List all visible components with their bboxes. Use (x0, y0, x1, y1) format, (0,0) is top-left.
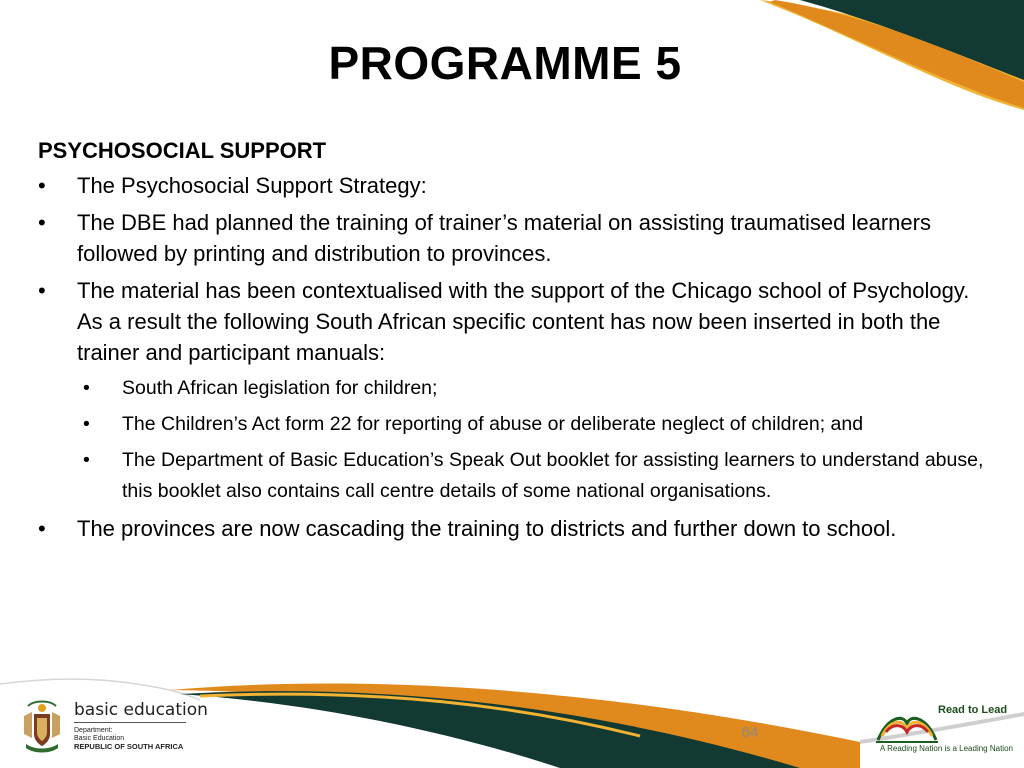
bullet-text: The provinces are now cascading the training to districts and further down to school. (77, 516, 897, 541)
basic-education-logo (18, 698, 208, 754)
bullet-marker: • (83, 413, 90, 435)
bullet-marker: • (38, 210, 46, 235)
bullet-item (38, 207, 988, 269)
bullet-marker: • (38, 516, 46, 541)
logo-divider (74, 722, 186, 723)
read-to-lead-title: Read to Lead (938, 704, 1008, 716)
bullet-text: The Psychosocial Support Strategy: (77, 173, 427, 198)
bullet-marker: • (83, 377, 90, 399)
bullet-item (38, 275, 988, 507)
sub-bullet-text: The Department of Basic Education’s Speak Out booklet for assisting learners to understand abuse, this booklet also contains call centre details of some national organisations. (122, 449, 984, 502)
logo-department-label: Department: (74, 727, 113, 734)
read-to-lead-tagline: A Reading Nation is a Leading Nation (880, 744, 1013, 753)
slide-content (38, 134, 988, 544)
page-number: 64 (741, 724, 759, 741)
bullet-text: The material has been contextualised with the support of the Chicago school of Psychology. As a result the following South African specific content has now been inserted in both the trainer and participant manuals: (77, 278, 970, 365)
sub-bullet-text: The Children’s Act form 22 for reporting of abuse or deliberate neglect of children; and (122, 413, 864, 435)
bullet-marker: • (38, 173, 46, 198)
sub-bullet-item (77, 373, 988, 404)
slide-title: PROGRAMME 5 (328, 37, 682, 89)
sub-bullet-list (77, 373, 988, 507)
sub-bullet-item (77, 445, 988, 507)
logo-department-name: Basic Education (74, 735, 125, 742)
bullet-item (38, 170, 988, 201)
sub-bullet-item (77, 409, 988, 440)
read-to-lead-logo (874, 700, 1014, 760)
bullet-marker: • (83, 449, 90, 471)
logo-brand-text: basic education (74, 700, 208, 720)
bullet-list (38, 170, 988, 544)
open-book-icon (874, 710, 940, 744)
bullet-marker: • (38, 278, 46, 303)
coat-of-arms-icon (18, 698, 66, 754)
bullet-text: The DBE had planned the training of trainer’s material on assisting traumatised learners followed by printing and distribution to provinces. (77, 210, 931, 266)
logo-country: REPUBLIC OF SOUTH AFRICA (74, 742, 184, 751)
sub-bullet-text: South African legislation for children; (122, 377, 438, 399)
section-heading: PSYCHOSOCIAL SUPPORT (38, 138, 327, 163)
bullet-item (38, 513, 988, 544)
